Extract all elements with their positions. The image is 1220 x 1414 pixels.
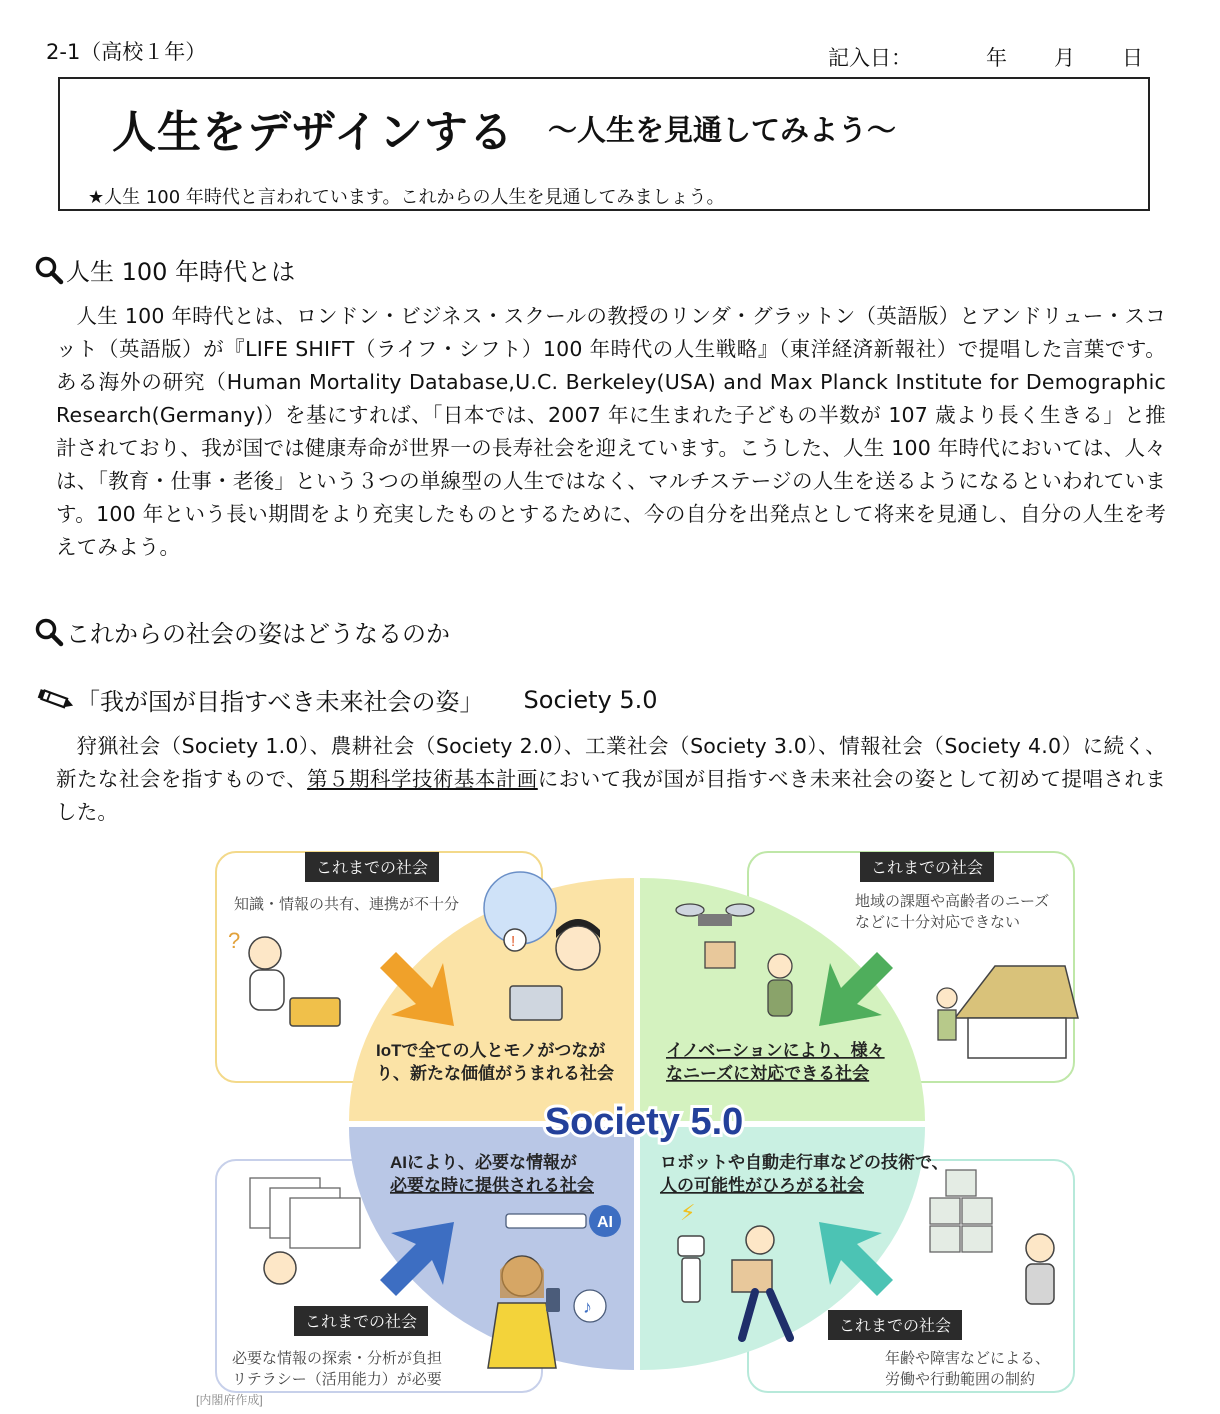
- plan-link[interactable]: 第５期科学技術基本計画: [307, 767, 538, 791]
- past-tag-text: これまでの社会: [304, 1314, 418, 1331]
- day-label: 日: [1122, 46, 1143, 70]
- past-text-tr-1: 地域の課題や高齢者のニーズ: [855, 893, 1050, 910]
- section-heading-society: [34, 614, 450, 649]
- year-label: 年: [986, 46, 1007, 70]
- subsection-heading: [36, 682, 658, 717]
- society5-infographic: [196, 848, 1080, 1408]
- future-text-iot-2: り、新たな価値がうまれる社会: [376, 1064, 614, 1083]
- section-heading-text: これからの社会の姿はどうなるのか: [66, 620, 450, 648]
- future-text-ai-1: AIにより、必要な情報が: [390, 1153, 577, 1172]
- lesson-code: 2-1（高校１年）: [46, 40, 207, 64]
- image-credit: [内閣府作成]: [196, 1393, 263, 1407]
- past-tag-text: これまでの社会: [838, 1318, 952, 1335]
- section-heading-text: 人生 100 年時代とは: [66, 258, 296, 286]
- lightning-icon: ⚡: [680, 1200, 696, 1225]
- future-text-robot-1: ロボットや自動走行車などの技術で、: [660, 1153, 949, 1172]
- magnifier-icon: [34, 617, 64, 647]
- future-text-robot-2: 人の可能性がひろがる社会: [660, 1176, 864, 1195]
- body-text: 狩猟社会（Society 1.0）、農耕社会（Society 2.0）、工業社会（Society 3.0）、情報社会（Society 4.0）に続く、新たな社会を指すもので、: [56, 734, 1166, 791]
- date-label: 記入日：: [828, 46, 912, 70]
- past-tag-text: これまでの社会: [870, 860, 984, 877]
- page-subtitle: ～人生を見通してみよう～: [548, 113, 897, 147]
- section-heading-life100: [34, 252, 295, 287]
- past-tag-text: これまでの社会: [315, 860, 429, 877]
- body-text: において我が国が目指すべき未来社会の姿として初めて提唱されました。: [56, 767, 1166, 824]
- past-text-tl: 知識・情報の共有、連携が不十分: [234, 896, 460, 913]
- future-text-ai-2: 必要な時に提供される社会: [390, 1176, 594, 1195]
- past-text-br-1: 年齢や障害などによる、: [885, 1350, 1051, 1367]
- society5-center-label: Society 5.0: [544, 1101, 744, 1143]
- past-text-br-2: 労働や行動範囲の制約: [885, 1371, 1036, 1388]
- past-text-tr-2: などに十分対応できない: [855, 914, 1021, 931]
- future-text-iot-1: IoTで全ての人とモノがつなが: [376, 1041, 606, 1060]
- subsection-society: Society 5.0: [523, 685, 658, 714]
- ai-badge-text: AI: [597, 1214, 613, 1231]
- past-text-bl-2: リテラシー（活用能力）が必要: [232, 1371, 442, 1388]
- music-note-icon: ♪: [583, 1297, 592, 1317]
- page-title: 人生をデザインする: [112, 107, 514, 158]
- question-mark-icon: ?: [228, 928, 241, 953]
- magnifier-icon: [34, 255, 64, 285]
- pencil-icon: [36, 687, 76, 713]
- alert-icon: !: [511, 933, 516, 950]
- section-body-life100: 人生 100 年時代とは、ロンドン・ビジネス・スクールの教授のリンダ・グラットン（英語版）とアンドリュー・スコット（英語版）が『LIFE SHIFT（ライフ・シフト）100 年時代の人生戦略』（東洋経済新報社）で提唱した言葉です。ある海外の研究（Human Mortality Database,U.C. Berkeley(USA) and Max Planck Institute for Demographic Research(Germany)）を基にすれば、「日本では、2007 年に生まれた子どもの半数が 107 歳より長く生きる」と推計されており、我が国では健康寿命が世界一の長寿社会を迎えています。こうした、人生 100 年時代においては、人々は、「教育・仕事・老後」という３つの単線型の人生ではなく、マルチステージの人生を送るようになるといわれています。100 年という長い期間をより充実したものとするために、今の自分を出発点として将来を見通し、自分の人生を考えてみよう。: [56, 304, 1166, 559]
- future-text-innovation-2: なニーズに対応できる社会: [666, 1064, 870, 1083]
- title-note: ★人生 100 年時代と言われています。これからの人生を見通してみましょう。: [88, 187, 725, 208]
- section-body-society: [56, 730, 1166, 829]
- future-text-innovation-1: イノベーションにより、様々: [666, 1041, 885, 1060]
- past-text-bl-1: 必要な情報の探索・分析が負担: [232, 1350, 443, 1367]
- subsection-title: 「我が国が目指すべき未来社会の姿」: [76, 688, 484, 716]
- month-label: 月: [1054, 46, 1075, 70]
